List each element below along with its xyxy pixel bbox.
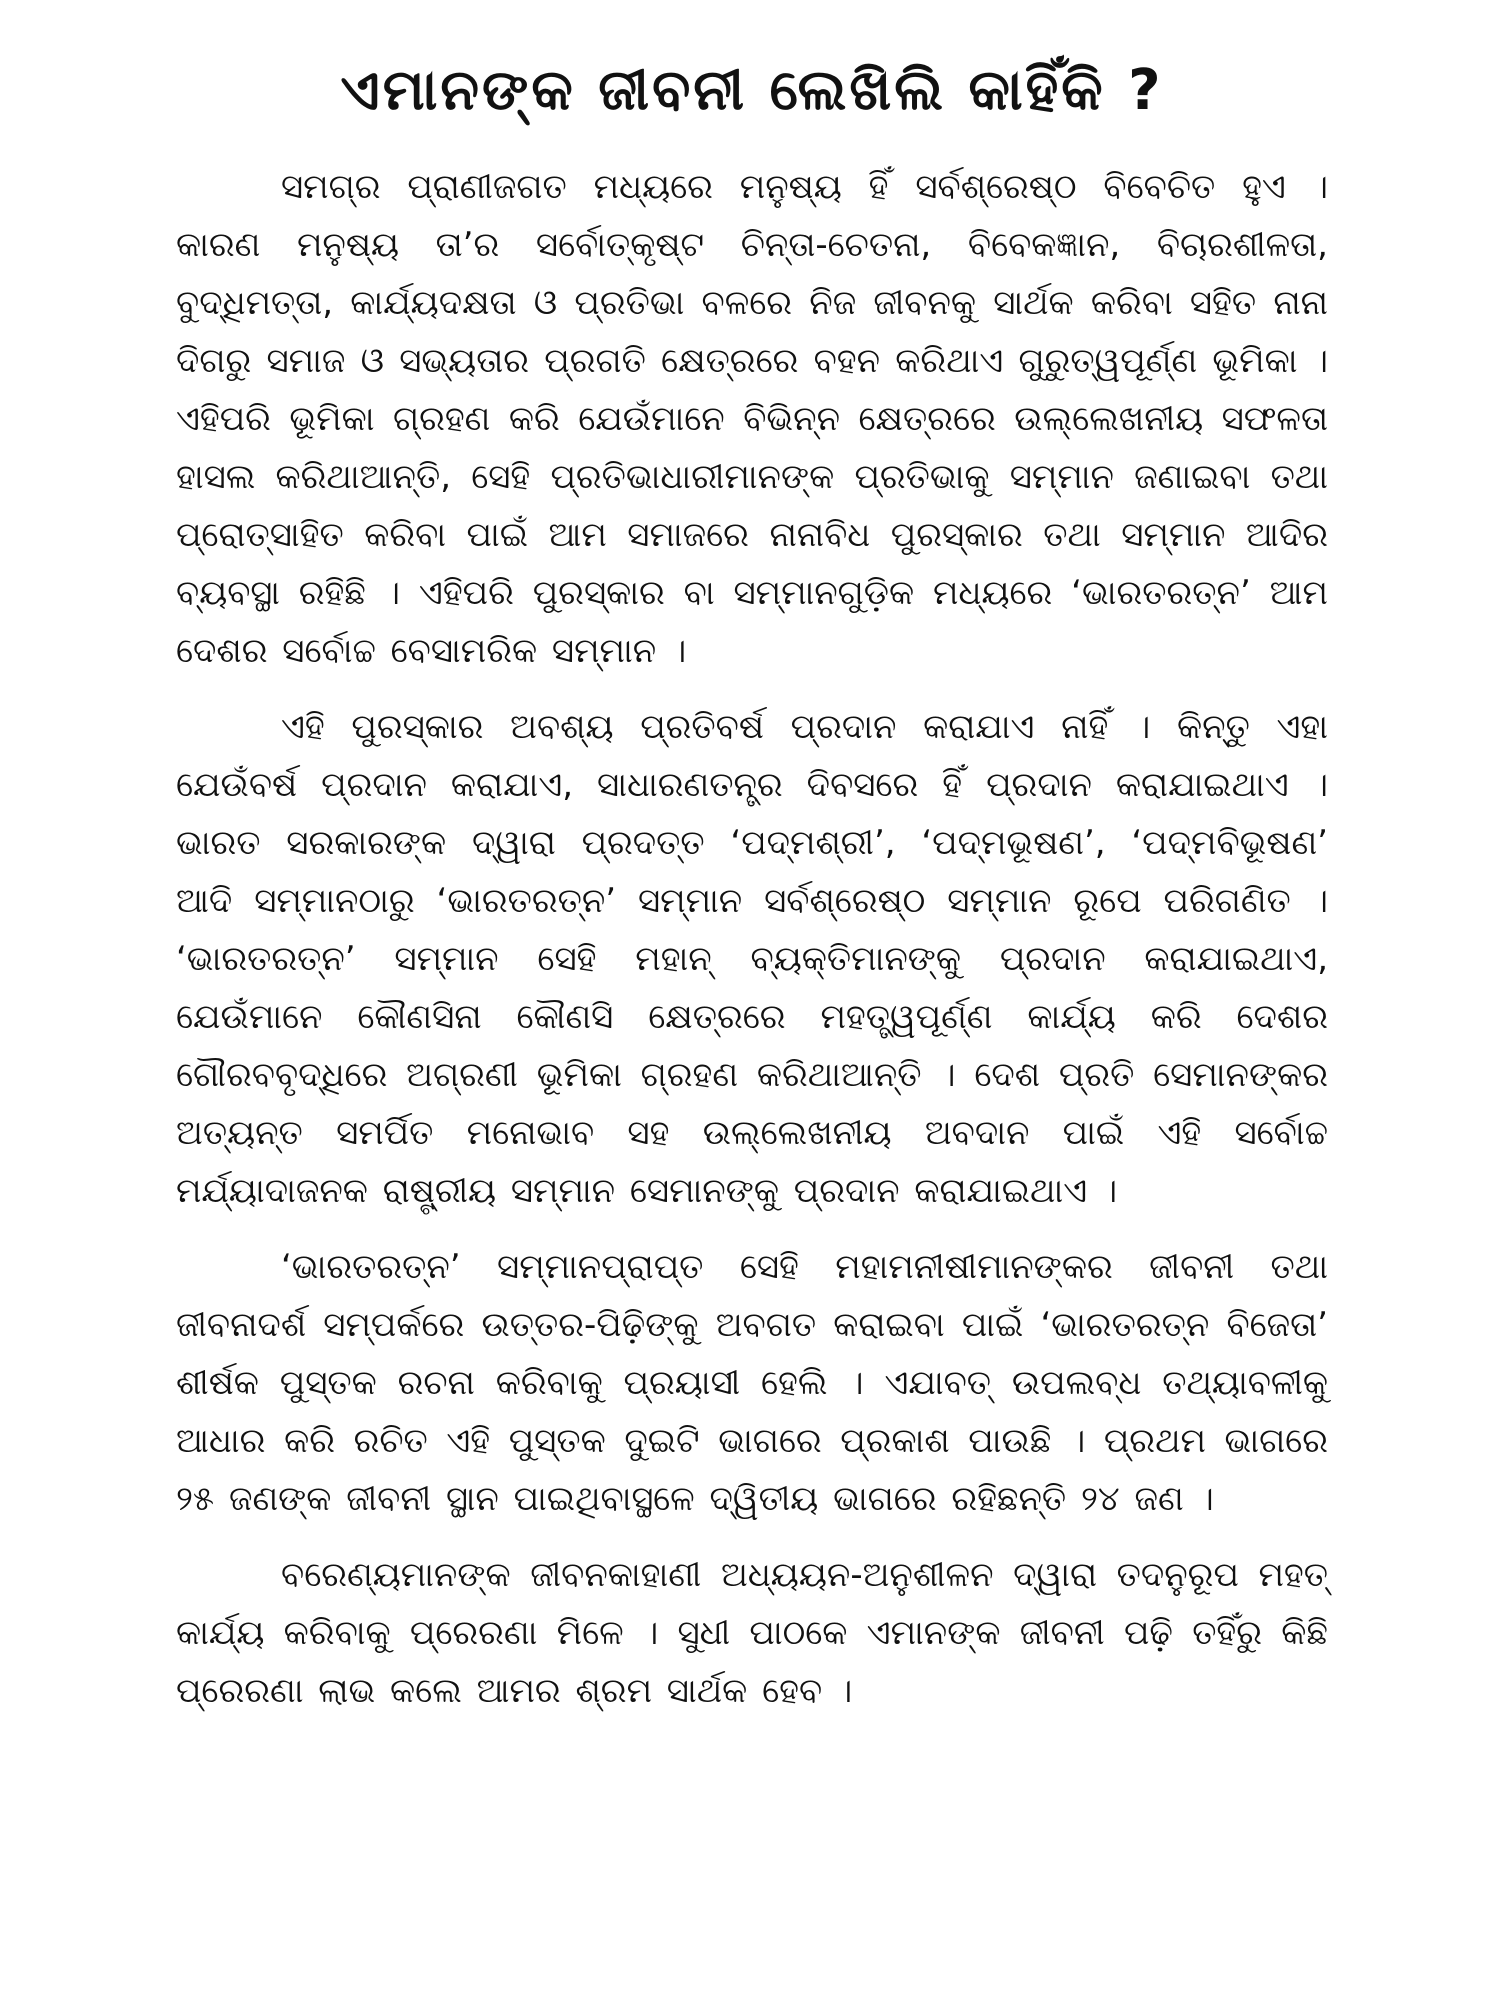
- page-title: ଏମାନଙ୍କ ଜୀବନୀ ଲେଖିଲି କାହିଁକି ?: [340, 58, 1164, 123]
- paragraph-1: ସମଗ୍ର ପ୍ରାଣୀଜଗତ ମଧ୍ୟରେ ମନୁଷ୍ୟ ହିଁ ସର୍ବଶ୍ରେଷ୍ଠ ବିବେଚିତ ହୁଏ । କାରଣ ମନୁଷ୍ୟ ତା’ର ସର୍ବୋତ୍କୃଷ୍ଟ ଚିନ୍ତା-ଚେତନା, ବିବେକଜ୍ଞାନ, ବିଚାରଶୀଳତା, ବୁଦ୍ଧିମତ୍ତା, କାର୍ଯ୍ୟଦକ୍ଷତା ଓ ପ୍ରତିଭା ବଳରେ ନିଜ ଜୀବନକୁ ସାର୍ଥକ କରିବା ସହିତ ନାନା ଦିଗରୁ ସମାଜ ଓ ସଭ୍ୟତାର ପ୍ରଗତି କ୍ଷେତ୍ରରେ ବହନ କରିଥାଏ ଗୁରୁତ୍ୱପୂର୍ଣ୍ଣ ଭୂମିକା । ଏହିପରି ଭୂମିକା ଗ୍ରହଣ କରି ଯେଉଁମାନେ ବିଭିନ୍ନ କ୍ଷେତ୍ରରେ ଉଲ୍ଲେଖନୀୟ ସଫଳତା ହାସଲ କରିଥାଆନ୍ତି, ସେହି ପ୍ରତିଭାଧାରୀମାନଙ୍କ ପ୍ରତିଭାକୁ ସମ୍ମାନ ଜଣାଇବା ତଥା ପ୍ରୋତ୍ସାହିତ କରିବା ପାଇଁ ଆମ ସମାଜରେ ନାନାବିଧ ପୁରସ୍କାର ତଥା ସମ୍ମାନ ଆଦିର ବ୍ୟବସ୍ଥା ରହିଛି । ଏହିପରି ପୁରସ୍କାର ବା ସମ୍ମାନଗୁଡ଼ିକ ମଧ୍ୟରେ ‘ଭାରତରତ୍ନ’ ଆମ ଦେଶର ସର୍ବୋଚ୍ଚ ବେସାମରିକ ସମ୍ମାନ ।: [176, 166, 1328, 671]
- paragraph-2: ଏହି ପୁରସ୍କାର ଅବଶ୍ୟ ପ୍ରତିବର୍ଷ ପ୍ରଦାନ କରାଯାଏ ନାହିଁ । କିନ୍ତୁ ଏହା ଯେଉଁବର୍ଷ ପ୍ରଦାନ କରାଯାଏ, ସାଧାରଣତନ୍ତ୍ର ଦିବସରେ ହିଁ ପ୍ରଦାନ କରାଯାଇଥାଏ । ଭାରତ ସରକାରଙ୍କ ଦ୍ୱାରା ପ୍ରଦତ୍ତ ‘ପଦ୍ମଶ୍ରୀ’, ‘ପଦ୍ମଭୂଷଣ’, ‘ପଦ୍ମବିଭୂଷଣ’ ଆଦି ସମ୍ମାନଠାରୁ ‘ଭାରତରତ୍ନ’ ସମ୍ମାନ ସର୍ବଶ୍ରେଷ୍ଠ ସମ୍ମାନ ରୂପେ ପରିଗଣିତ । ‘ଭାରତରତ୍ନ’ ସମ୍ମାନ ସେହି ମହାନ୍ ବ୍ୟକ୍ତିମାନଙ୍କୁ ପ୍ରଦାନ କରାଯାଇଥାଏ, ଯେଉଁମାନେ କୌଣସିନା କୌଣସି କ୍ଷେତ୍ରରେ ମହତ୍ତ୍ୱପୂର୍ଣ୍ଣ କାର୍ଯ୍ୟ କରି ଦେଶର ଗୌରବବୃଦ୍ଧିରେ ଅଗ୍ରଣୀ ଭୂମିକା ଗ୍ରହଣ କରିଥାଆନ୍ତି । ଦେଶ ପ୍ରତି ସେମାନଙ୍କର ଅତ୍ୟନ୍ତ ସମର୍ପିତ ମନୋଭାବ ସହ ଉଲ୍ଲେଖନୀୟ ଅବଦାନ ପାଇଁ ଏହି ସର୍ବୋଚ୍ଚ ମର୍ଯ୍ୟାଦାଜନକ ରାଷ୍ଟ୍ରୀୟ ସମ୍ମାନ ସେମାନଙ୍କୁ ପ୍ରଦାନ କରାଯାଇଥାଏ ।: [176, 706, 1328, 1211]
- paragraph-3: ‘ଭାରତରତ୍ନ’ ସମ୍ମାନପ୍ରାପ୍ତ ସେହି ମହାମନୀଷୀମାନଙ୍କର ଜୀବନୀ ତଥା ଜୀବନାଦର୍ଶ ସମ୍ପର୍କରେ ଉତ୍ତର-ପିଢ଼ିଙ୍କୁ ଅବଗତ କରାଇବା ପାଇଁ ‘ଭାରତରତ୍ନ ବିଜେତା’ ଶୀର୍ଷକ ପୁସ୍ତକ ରଚନା କରିବାକୁ ପ୍ରୟାସୀ ହେଲି । ଏଯାବତ୍ ଉପଲବ୍ଧ ତଥ୍ୟାବଳୀକୁ ଆଧାର କରି ରଚିତ ଏହି ପୁସ୍ତକ ଦୁଇଟି ଭାଗରେ ପ୍ରକାଶ ପାଉଛି । ପ୍ରଥମ ଭାଗରେ ୨୫ ଜଣଙ୍କ ଜୀବନୀ ସ୍ଥାନ ପାଇଥିବାସ୍ଥଳେ ଦ୍ୱିତୀୟ ଭାଗରେ ରହିଛନ୍ତି ୨୪ ଜଣ ।: [176, 1246, 1328, 1519]
- paragraph-4: ବରେଣ୍ୟମାନଙ୍କ ଜୀବନକାହାଣୀ ଅଧ୍ୟୟନ-ଅନୁଶୀଳନ ଦ୍ୱାରା ତଦନୁରୂପ ମହତ୍ କାର୍ଯ୍ୟ କରିବାକୁ ପ୍ରେରଣା ମିଳେ । ସୁଧୀ ପାଠକେ ଏମାନଙ୍କ ଜୀବନୀ ପଢ଼ି ତହିଁରୁ କିଛି ପ୍ରେରଣା ଲାଭ କଲେ ଆମର ଶ୍ରମ ସାର୍ଥକ ହେବ ।: [176, 1554, 1328, 1711]
